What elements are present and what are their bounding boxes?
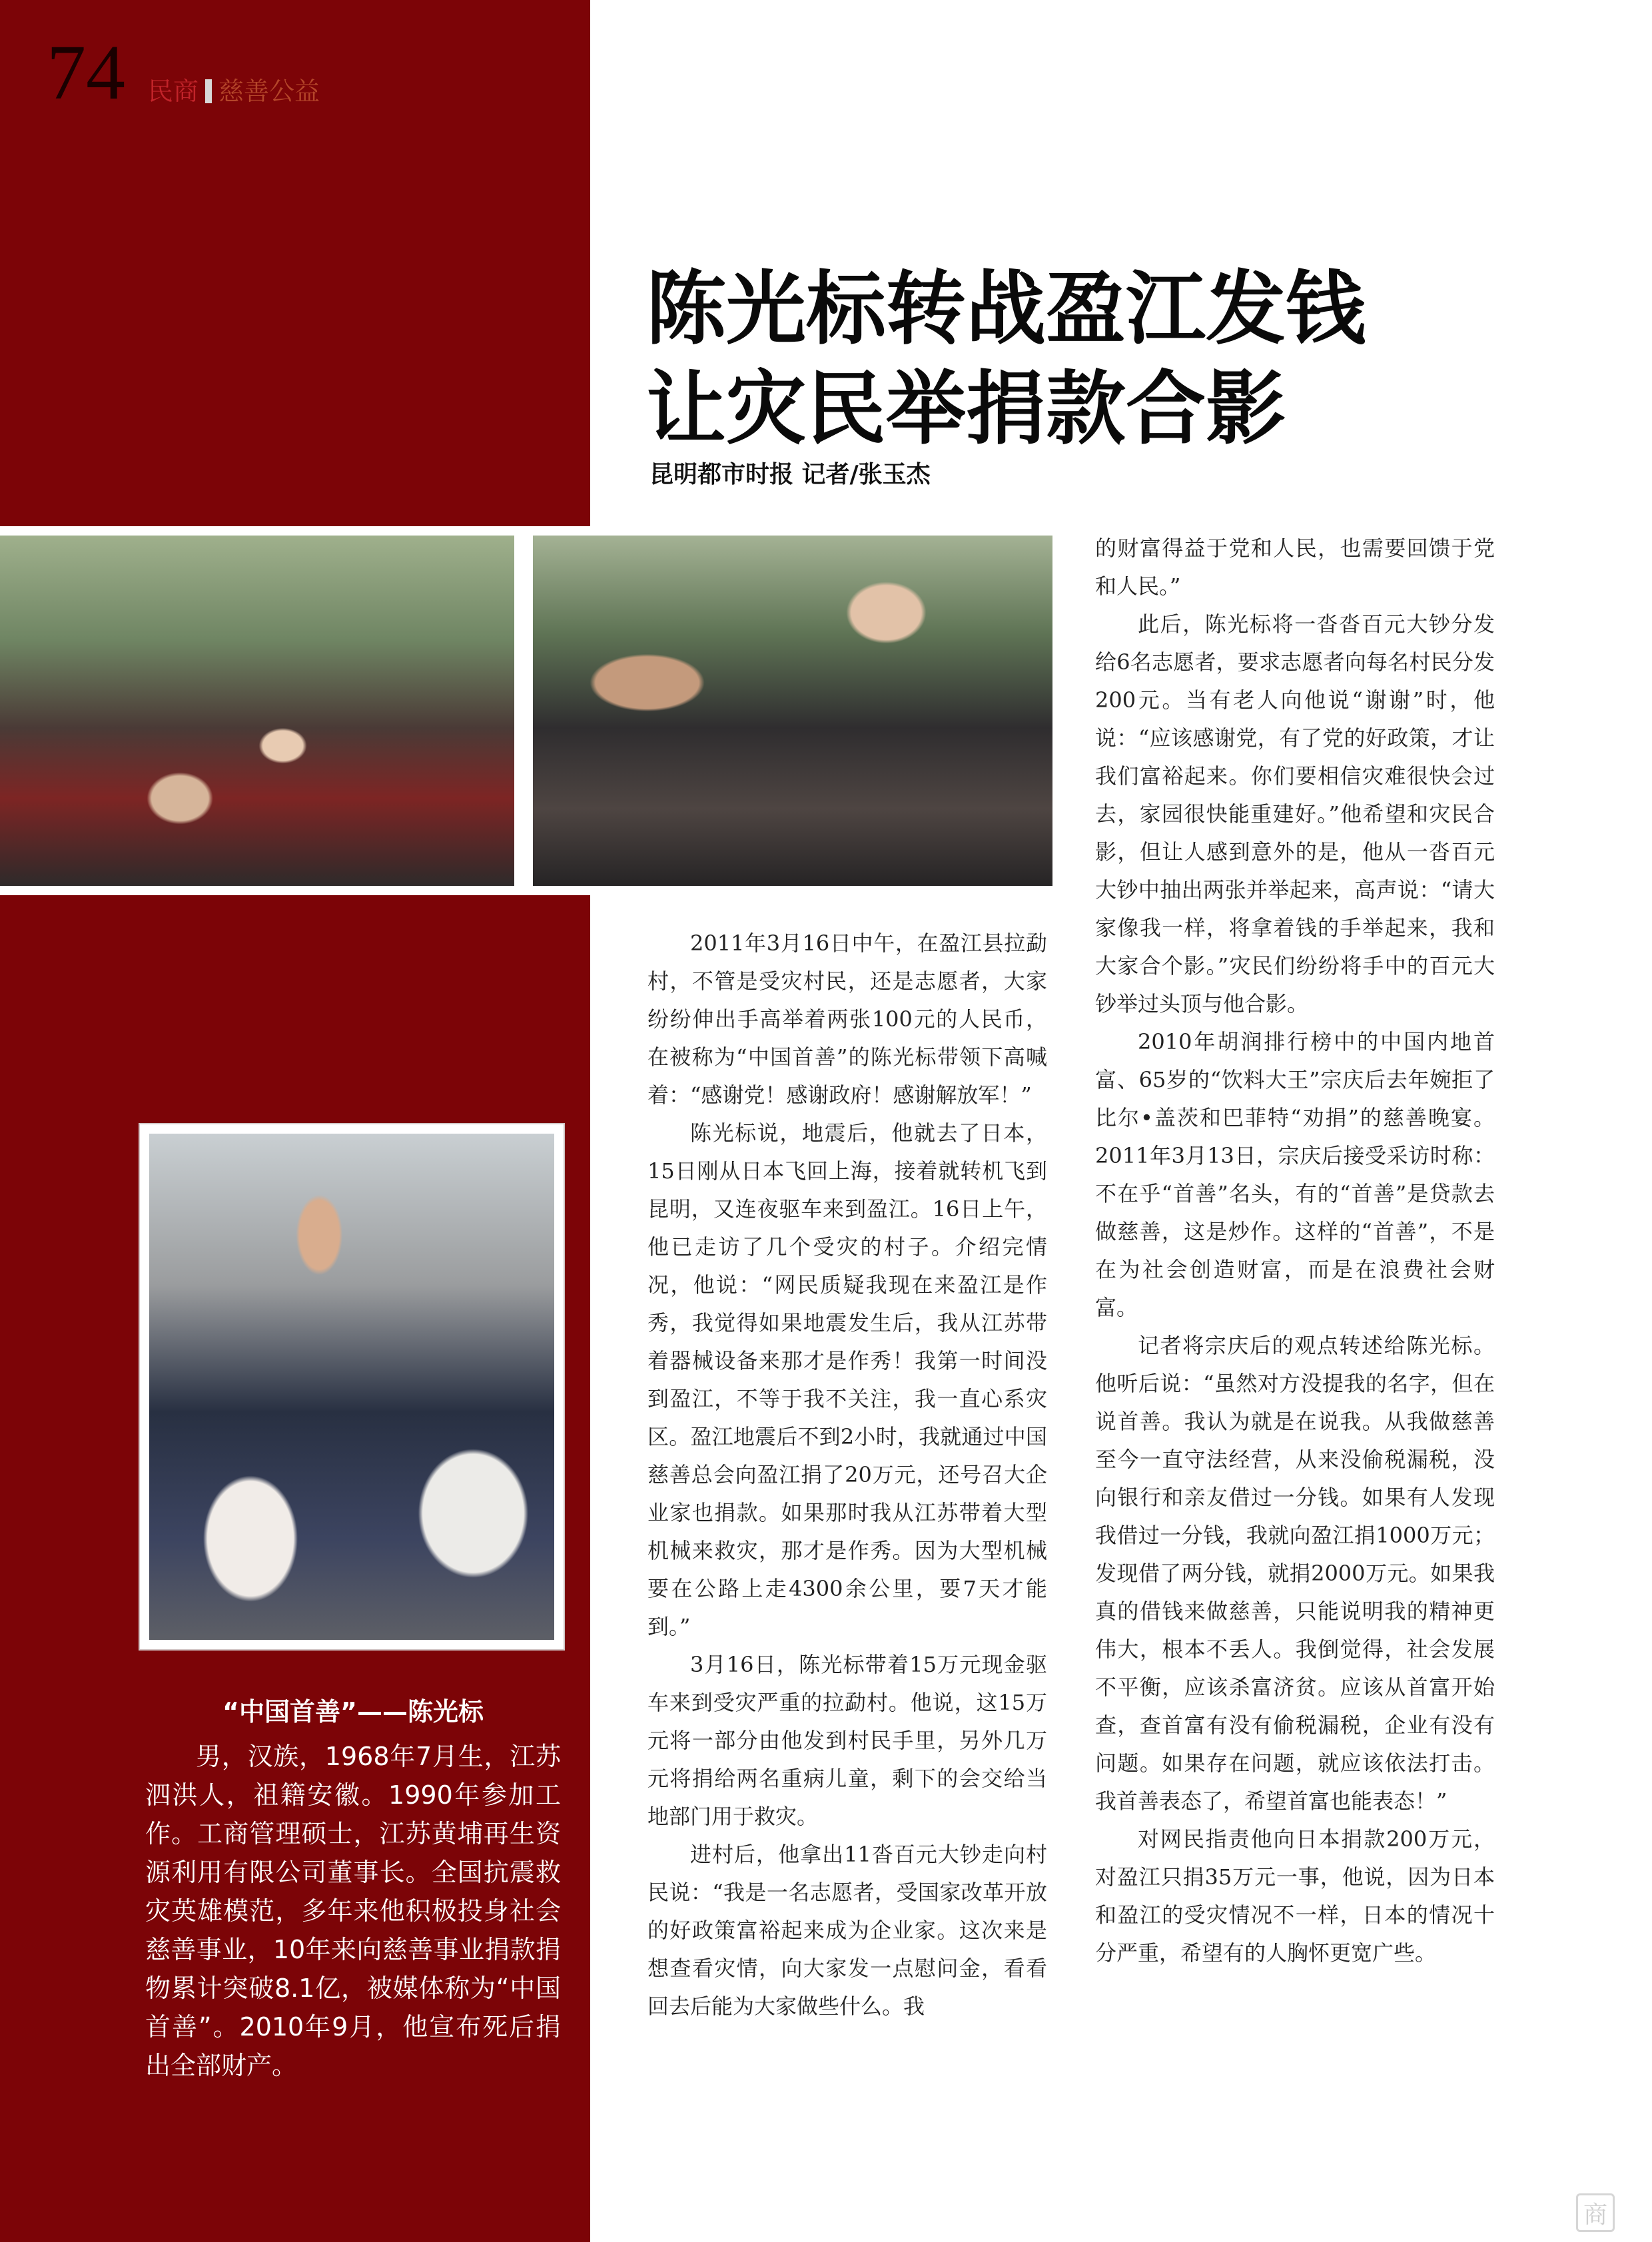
- photo-handing-out-cash: [533, 536, 1052, 886]
- profile-bio: 男，汉族，1968年7月生，江苏泗洪人，祖籍安徽。1990年参加工作。工商管理硕士，江苏黄埔再生资源利用有限公司董事长。全国抗震救灾英雄模范，多年来他积极投身社会慈善事业，10年来向慈善事业捐款捐物累计突破8.1亿，被媒体称为“中国首善”。2010年9月，他宣布死后捐出全部财产。: [145, 1742, 561, 2080]
- title-line-2: 让灾民举捐款合影: [646, 363, 1286, 456]
- byline: 昆明都市时报 记者/张玉杰: [649, 461, 931, 488]
- article-column-1: [647, 925, 1047, 2026]
- paragraph-continued: 的财富得益于党和人民，也需要回馈于党和人民。”: [1095, 536, 1495, 599]
- paragraph: 进村后，他拿出11沓百元大钞走向村民说：“我是一名志愿者，受国家改革开放的好政策富裕起来成为企业家。这次来是想查看灾情，向大家发一点慰问金，看看回去后能为大家做些什么。我: [647, 1842, 1047, 2019]
- section-name: 民商: [148, 77, 199, 106]
- section-divider: [205, 79, 212, 103]
- subsection-name: 慈善公益: [218, 77, 320, 106]
- photo-crowd-raising-money: [0, 536, 514, 886]
- profile-box: [145, 1692, 561, 2085]
- portrait-photo-chen-guangbiao: [149, 1134, 554, 1640]
- profile-heading: “中国首善”——陈光标: [222, 1697, 484, 1726]
- article-title: [646, 260, 1612, 460]
- paragraph: 此后，陈光标将一沓沓百元大钞分发给6名志愿者，要求志愿者向每名村民分发200元。当有老人向他说“谢谢”时，他说：“应该感谢党，有了党的好政策，才让我们富裕起来。你们要相信灾难很快会过去，家园很快能重建好。”他希望和灾民合影，但让人感到意外的是，他从一沓百元大钞中抽出两张并举起来，高声说：“请大家像我一样，将拿着钱的手举起来，我和大家合个影。”灾民们纷纷将手中的百元大钞举过头顶与他合影。: [1095, 611, 1495, 1016]
- paragraph: 对网民指责他向日本捐款200万元，对盈江只捐35万元一事，他说，因为日本和盈江的受灾情况不一样，日本的情况十分严重，希望有的人胸怀更宽广些。: [1095, 1826, 1495, 1966]
- portrait-photo-frame: [140, 1124, 564, 1649]
- paragraph: 3月16日，陈光标带着15万元现金驱车来到受灾严重的拉勐村。他说，这15万元将一部分由他发到村民手里，另外几万元将捐给两名重病儿童，剩下的会交给当地部门用于救灾。: [647, 1652, 1047, 1829]
- publisher-logo-icon: 商: [1576, 2193, 1615, 2232]
- article-column-2: [1095, 530, 1495, 1972]
- paragraph: 2011年3月16日中午，在盈江县拉勐村，不管是受灾村民，还是志愿者，大家纷纷伸出手高举着两张100元的人民币，在被称为“中国首善”的陈光标带领下高喊着：“感谢党！感谢政府！感谢解放军！”: [647, 931, 1047, 1108]
- page-number: 74: [47, 29, 125, 116]
- paragraph: 2010年胡润排行榜中的中国内地首富、65岁的“饮料大王”宗庆后去年婉拒了比尔•盖茨和巴菲特“劝捐”的慈善晚宴。2011年3月13日，宗庆后接受采访时称：不在乎“首善”名头，有的“首善”是贷款去做慈善，这是炒作。这样的“首善”，不是在为社会创造财富，而是在浪费社会财富。: [1095, 1029, 1495, 1320]
- section-label: [148, 79, 320, 104]
- paragraph: 记者将宗庆后的观点转述给陈光标。他听后说：“虽然对方没提我的名字，但在说首善。我认为就是在说我。从我做慈善至今一直守法经营，从来没偷税漏税，没向银行和亲友借过一分钱。如果有人发现我借过一分钱，我就向盈江捐1000万元；发现借了两分钱，就捐2000万元。如果我真的借钱来做慈善，只能说明我的精神更伟大，根本不丢人。我倒觉得，社会发展不平衡，应该杀富济贫。应该从首富开始查，查首富有没有偷税漏税，企业有没有问题。如果存在问题，就应该依法打击。我首善表态了，希望首富也能表态！”: [1095, 1333, 1495, 1814]
- title-line-1: 陈光标转战盈江发钱: [646, 263, 1366, 356]
- paragraph: 陈光标说，地震后，他就去了日本，15日刚从日本飞回上海，接着就转机飞到昆明，又连夜驱车来到盈江。16日上午，他已走访了几个受灾的村子。介绍完情况，他说：“网民质疑我现在来盈江是作秀，我觉得如果地震发生后，我从江苏带着器械设备来那才是作秀！我第一时间没到盈江，不等于我不关注，我一直心系灾区。盈江地震后不到2小时，我就通过中国慈善总会向盈江捐了20万元，还号召大企业家也捐款。如果那时我从江苏带着大型机械来救灾，那才是作秀。因为大型机械要在公路上走4300余公里，要7天才能到。”: [647, 1120, 1047, 1639]
